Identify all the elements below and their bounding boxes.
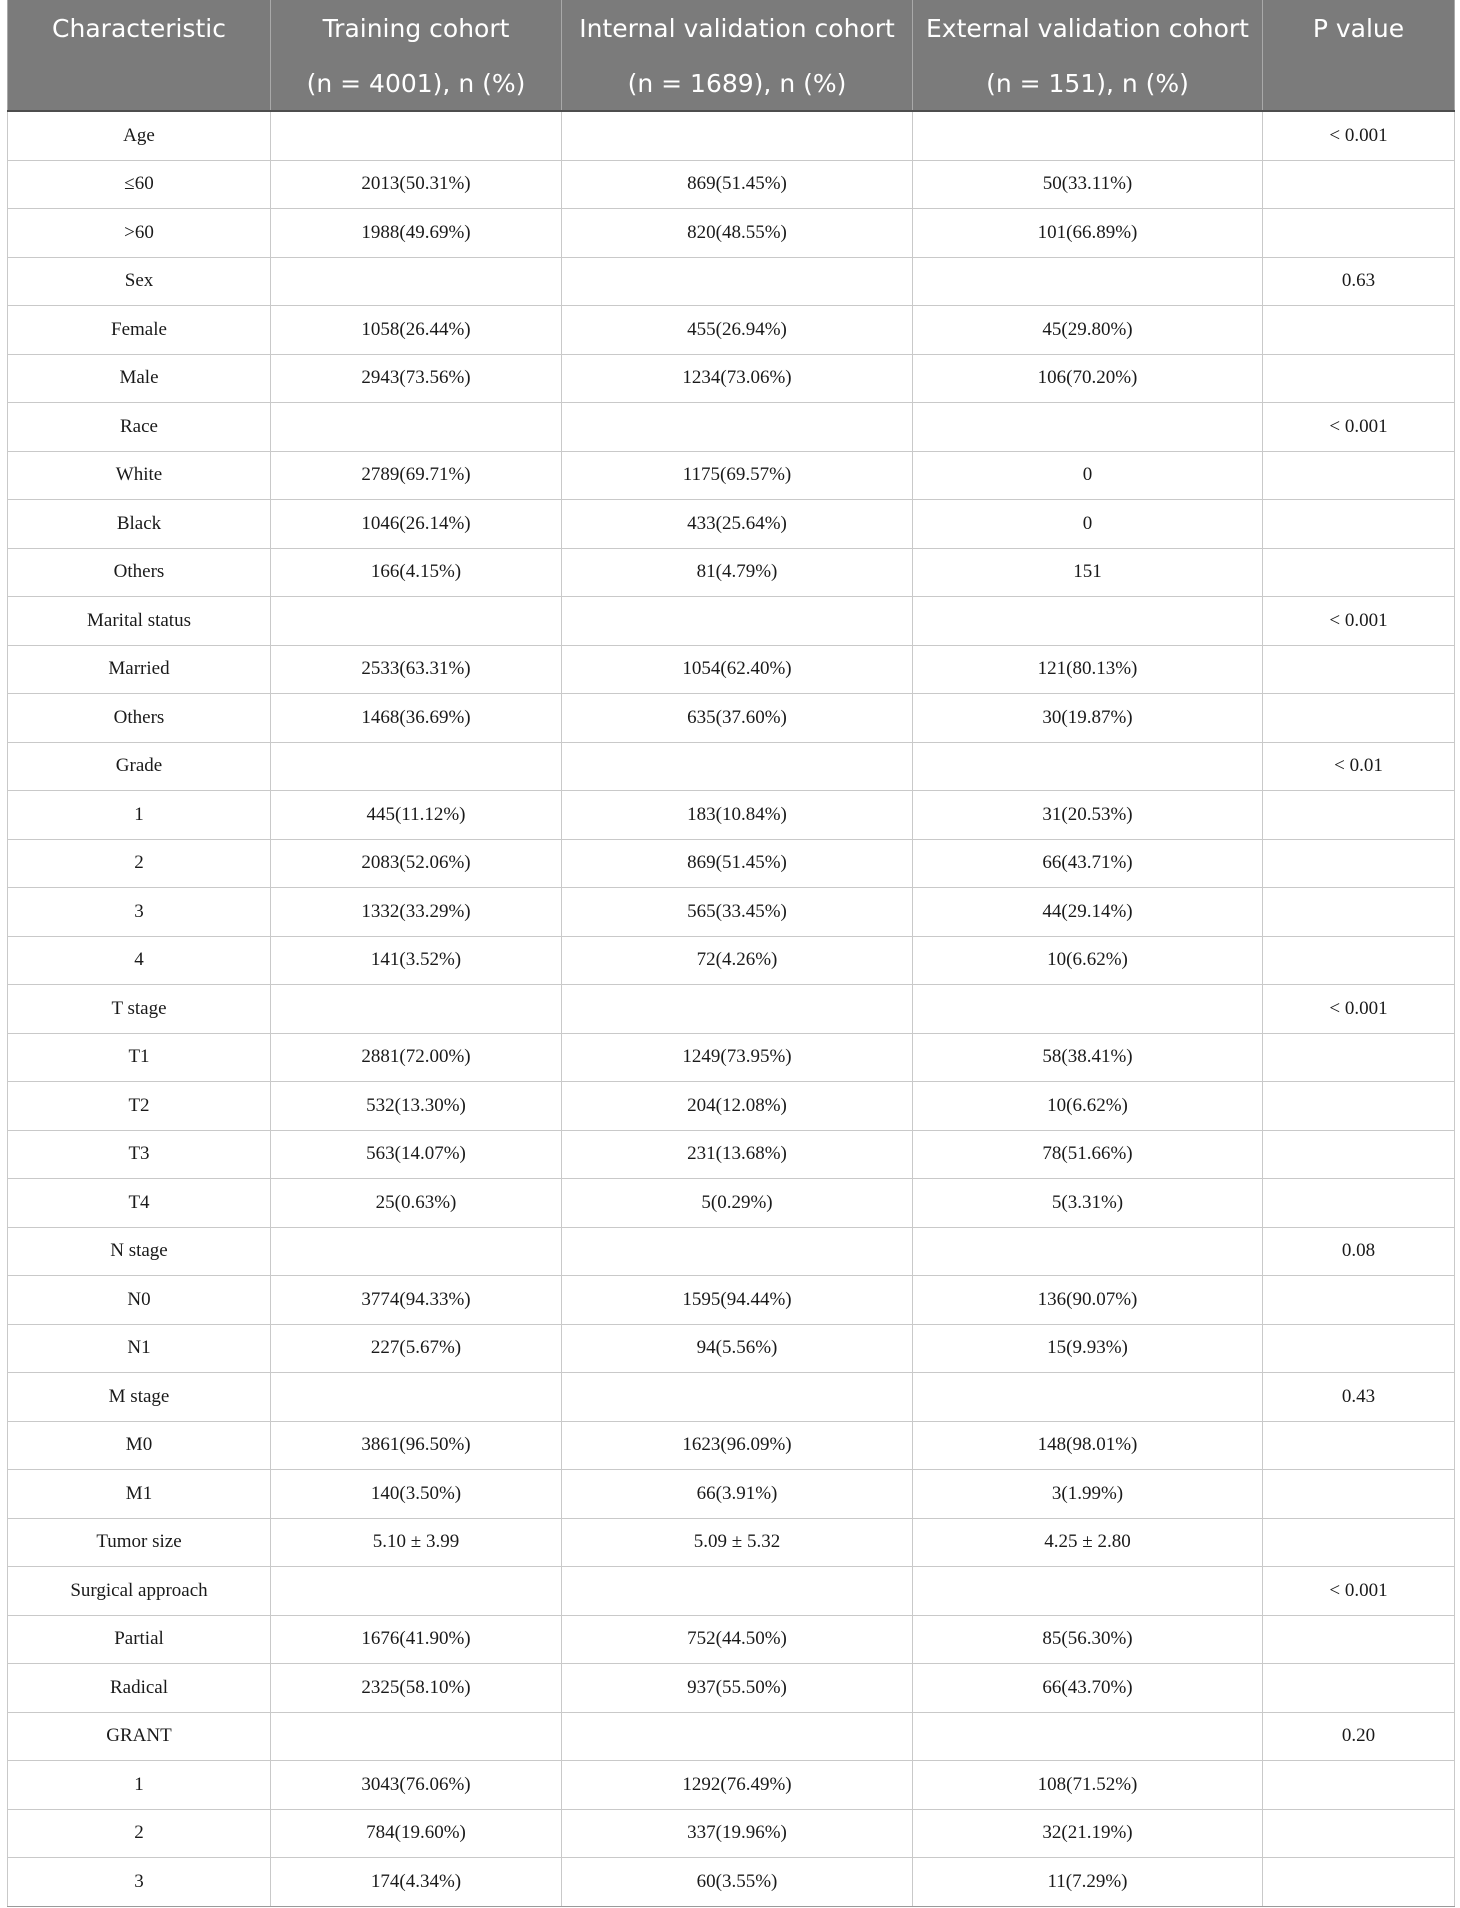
cell-training: 166(4.15%) — [271, 548, 562, 597]
table-row — [8, 1276, 1455, 1325]
cell-external: 66(43.71%) — [913, 839, 1263, 888]
cell-external — [913, 1227, 1263, 1276]
cell-characteristic: 2 — [8, 839, 271, 888]
header-characteristic: Characteristic — [8, 0, 271, 56]
cell-internal: 869(51.45%) — [562, 839, 913, 888]
cell-training — [271, 1373, 562, 1422]
cell-characteristic: Tumor size — [8, 1518, 271, 1567]
cell-training: 784(19.60%) — [271, 1809, 562, 1858]
cell-internal: 869(51.45%) — [562, 160, 913, 209]
cell-internal: 72(4.26%) — [562, 936, 913, 985]
cell-internal: 635(37.60%) — [562, 694, 913, 743]
cell-training — [271, 257, 562, 306]
cell-training: 2943(73.56%) — [271, 354, 562, 403]
header-sub-p-value — [1263, 56, 1455, 111]
header-p-value: P value — [1263, 0, 1455, 56]
cell-internal: 94(5.56%) — [562, 1324, 913, 1373]
cell-p-value — [1263, 1518, 1455, 1567]
cell-p-value — [1263, 694, 1455, 743]
table-row — [8, 548, 1455, 597]
cell-external: 58(38.41%) — [913, 1033, 1263, 1082]
cell-characteristic: Female — [8, 306, 271, 355]
cell-training: 3774(94.33%) — [271, 1276, 562, 1325]
table-row — [8, 306, 1455, 355]
cell-characteristic: Marital status — [8, 597, 271, 646]
table-row — [8, 354, 1455, 403]
cell-characteristic: Race — [8, 403, 271, 452]
cell-p-value — [1263, 645, 1455, 694]
cell-internal: 5(0.29%) — [562, 1179, 913, 1228]
cell-training: 1468(36.69%) — [271, 694, 562, 743]
table-row — [8, 1567, 1455, 1616]
cell-characteristic: N1 — [8, 1324, 271, 1373]
cell-characteristic: 4 — [8, 936, 271, 985]
cell-training: 3043(76.06%) — [271, 1761, 562, 1810]
cell-p-value — [1263, 1470, 1455, 1519]
cell-internal: 455(26.94%) — [562, 306, 913, 355]
table-row — [8, 403, 1455, 452]
table-row — [8, 1470, 1455, 1519]
cell-external: 108(71.52%) — [913, 1761, 1263, 1810]
table-row — [8, 1130, 1455, 1179]
cell-p-value — [1263, 1179, 1455, 1228]
cell-internal — [562, 742, 913, 791]
cell-internal: 1249(73.95%) — [562, 1033, 913, 1082]
cell-p-value: 0.43 — [1263, 1373, 1455, 1422]
table-row — [8, 1809, 1455, 1858]
cell-internal: 66(3.91%) — [562, 1470, 913, 1519]
cell-external — [913, 1567, 1263, 1616]
cell-p-value — [1263, 936, 1455, 985]
cell-characteristic: 1 — [8, 791, 271, 840]
cell-characteristic: Sex — [8, 257, 271, 306]
cell-internal — [562, 403, 913, 452]
table-row — [8, 209, 1455, 258]
table-body — [8, 111, 1455, 1906]
cell-internal: 937(55.50%) — [562, 1664, 913, 1713]
cell-characteristic: Radical — [8, 1664, 271, 1713]
cell-internal — [562, 1567, 913, 1616]
cell-training: 2013(50.31%) — [271, 160, 562, 209]
header-external-validation: External validation cohort — [913, 0, 1263, 56]
cell-p-value — [1263, 1664, 1455, 1713]
table-row — [8, 1518, 1455, 1567]
cell-training: 2533(63.31%) — [271, 645, 562, 694]
table-row — [8, 791, 1455, 840]
cell-internal — [562, 1373, 913, 1422]
cell-internal — [562, 597, 913, 646]
cell-p-value: < 0.001 — [1263, 111, 1455, 160]
cell-p-value — [1263, 451, 1455, 500]
cell-training: 227(5.67%) — [271, 1324, 562, 1373]
cell-external: 121(80.13%) — [913, 645, 1263, 694]
cell-external — [913, 1712, 1263, 1761]
cell-p-value: 0.20 — [1263, 1712, 1455, 1761]
cell-characteristic: Age — [8, 111, 271, 160]
cell-training: 2325(58.10%) — [271, 1664, 562, 1713]
cell-training — [271, 597, 562, 646]
table-row — [8, 451, 1455, 500]
cell-p-value: < 0.001 — [1263, 403, 1455, 452]
cell-characteristic: M1 — [8, 1470, 271, 1519]
header-internal-validation: Internal validation cohort — [562, 0, 913, 56]
table-row — [8, 1082, 1455, 1131]
cell-training: 1988(49.69%) — [271, 209, 562, 258]
cell-characteristic: N stage — [8, 1227, 271, 1276]
cell-p-value — [1263, 354, 1455, 403]
cell-characteristic: ≤60 — [8, 160, 271, 209]
cell-internal: 204(12.08%) — [562, 1082, 913, 1131]
cell-training — [271, 742, 562, 791]
cell-characteristic: GRANT — [8, 1712, 271, 1761]
table-row — [8, 1324, 1455, 1373]
cell-external: 148(98.01%) — [913, 1421, 1263, 1470]
cell-external: 3(1.99%) — [913, 1470, 1263, 1519]
table-row — [8, 1712, 1455, 1761]
table-row — [8, 1179, 1455, 1228]
cell-internal: 433(25.64%) — [562, 500, 913, 549]
cell-p-value — [1263, 500, 1455, 549]
cell-training — [271, 1712, 562, 1761]
table-row — [8, 839, 1455, 888]
cell-internal: 5.09 ± 5.32 — [562, 1518, 913, 1567]
cell-external — [913, 985, 1263, 1034]
cell-internal: 1595(94.44%) — [562, 1276, 913, 1325]
header-sub-internal: (n = 1689), n (%) — [562, 56, 913, 111]
cell-p-value: 0.63 — [1263, 257, 1455, 306]
cell-external: 4.25 ± 2.80 — [913, 1518, 1263, 1567]
cell-training: 2789(69.71%) — [271, 451, 562, 500]
cell-external — [913, 111, 1263, 160]
header-sub-training: (n = 4001), n (%) — [271, 56, 562, 111]
cell-external: 45(29.80%) — [913, 306, 1263, 355]
cell-p-value — [1263, 1615, 1455, 1664]
cell-characteristic: Grade — [8, 742, 271, 791]
table-row — [8, 936, 1455, 985]
table-row — [8, 985, 1455, 1034]
cell-characteristic: M stage — [8, 1373, 271, 1422]
cell-internal: 1292(76.49%) — [562, 1761, 913, 1810]
cell-training: 1332(33.29%) — [271, 888, 562, 937]
cell-p-value: < 0.001 — [1263, 597, 1455, 646]
cell-p-value — [1263, 839, 1455, 888]
cell-characteristic: T1 — [8, 1033, 271, 1082]
cell-external: 0 — [913, 451, 1263, 500]
table-row — [8, 694, 1455, 743]
cell-characteristic: 3 — [8, 1858, 271, 1907]
cell-characteristic: Married — [8, 645, 271, 694]
cell-training: 2881(72.00%) — [271, 1033, 562, 1082]
table-row — [8, 1373, 1455, 1422]
table-row — [8, 257, 1455, 306]
cell-p-value — [1263, 888, 1455, 937]
cell-external: 151 — [913, 548, 1263, 597]
cell-external: 32(21.19%) — [913, 1809, 1263, 1858]
cell-internal — [562, 1227, 913, 1276]
cell-external: 50(33.11%) — [913, 160, 1263, 209]
cell-internal: 183(10.84%) — [562, 791, 913, 840]
cell-external: 101(66.89%) — [913, 209, 1263, 258]
cell-internal: 81(4.79%) — [562, 548, 913, 597]
cell-p-value: 0.08 — [1263, 1227, 1455, 1276]
characteristics-table — [7, 0, 1455, 1907]
cell-training — [271, 985, 562, 1034]
cell-p-value — [1263, 1033, 1455, 1082]
cell-characteristic: Surgical approach — [8, 1567, 271, 1616]
cell-external — [913, 403, 1263, 452]
cell-external: 78(51.66%) — [913, 1130, 1263, 1179]
cell-characteristic: Male — [8, 354, 271, 403]
cell-external: 106(70.20%) — [913, 354, 1263, 403]
cell-p-value — [1263, 1130, 1455, 1179]
cell-training: 532(13.30%) — [271, 1082, 562, 1131]
cell-internal — [562, 111, 913, 160]
cell-training: 1046(26.14%) — [271, 500, 562, 549]
table-row — [8, 1615, 1455, 1664]
cell-p-value: < 0.001 — [1263, 985, 1455, 1034]
cell-training — [271, 111, 562, 160]
table-row — [8, 742, 1455, 791]
cell-external: 15(9.93%) — [913, 1324, 1263, 1373]
table-row — [8, 1033, 1455, 1082]
cell-external: 10(6.62%) — [913, 1082, 1263, 1131]
cell-internal — [562, 257, 913, 306]
cell-p-value — [1263, 1761, 1455, 1810]
cell-training — [271, 1567, 562, 1616]
cell-characteristic: 3 — [8, 888, 271, 937]
cell-training: 445(11.12%) — [271, 791, 562, 840]
cell-p-value — [1263, 1421, 1455, 1470]
cell-p-value — [1263, 791, 1455, 840]
cell-external: 30(19.87%) — [913, 694, 1263, 743]
cell-training: 1676(41.90%) — [271, 1615, 562, 1664]
cell-internal: 820(48.55%) — [562, 209, 913, 258]
cell-training: 3861(96.50%) — [271, 1421, 562, 1470]
cell-internal: 1175(69.57%) — [562, 451, 913, 500]
cell-p-value — [1263, 548, 1455, 597]
cell-external: 31(20.53%) — [913, 791, 1263, 840]
cell-internal: 60(3.55%) — [562, 1858, 913, 1907]
table-container — [7, 0, 1454, 1907]
cell-training: 1058(26.44%) — [271, 306, 562, 355]
table-row — [8, 1421, 1455, 1470]
table-row — [8, 1858, 1455, 1907]
cell-internal: 1623(96.09%) — [562, 1421, 913, 1470]
cell-characteristic: T4 — [8, 1179, 271, 1228]
cell-external — [913, 742, 1263, 791]
table-row — [8, 160, 1455, 209]
cell-p-value — [1263, 160, 1455, 209]
cell-external: 85(56.30%) — [913, 1615, 1263, 1664]
cell-p-value — [1263, 1858, 1455, 1907]
header-row-2 — [8, 56, 1455, 111]
header-sub-external: (n = 151), n (%) — [913, 56, 1263, 111]
cell-internal: 337(19.96%) — [562, 1809, 913, 1858]
cell-training — [271, 403, 562, 452]
cell-characteristic: T stage — [8, 985, 271, 1034]
table-row — [8, 645, 1455, 694]
cell-external — [913, 257, 1263, 306]
cell-training: 5.10 ± 3.99 — [271, 1518, 562, 1567]
cell-characteristic: >60 — [8, 209, 271, 258]
cell-training: 25(0.63%) — [271, 1179, 562, 1228]
cell-p-value — [1263, 1276, 1455, 1325]
cell-internal: 1234(73.06%) — [562, 354, 913, 403]
cell-training: 2083(52.06%) — [271, 839, 562, 888]
cell-characteristic: 1 — [8, 1761, 271, 1810]
cell-characteristic: White — [8, 451, 271, 500]
header-row-1 — [8, 0, 1455, 56]
cell-training: 563(14.07%) — [271, 1130, 562, 1179]
header-training-cohort: Training cohort — [271, 0, 562, 56]
table-row — [8, 1664, 1455, 1713]
cell-internal: 231(13.68%) — [562, 1130, 913, 1179]
cell-characteristic: Black — [8, 500, 271, 549]
cell-internal: 565(33.45%) — [562, 888, 913, 937]
cell-characteristic: M0 — [8, 1421, 271, 1470]
header-sub-characteristic — [8, 56, 271, 111]
table-row — [8, 888, 1455, 937]
cell-characteristic: 2 — [8, 1809, 271, 1858]
cell-p-value — [1263, 1324, 1455, 1373]
cell-characteristic: Others — [8, 694, 271, 743]
cell-training — [271, 1227, 562, 1276]
cell-training: 174(4.34%) — [271, 1858, 562, 1907]
cell-internal — [562, 985, 913, 1034]
cell-characteristic: N0 — [8, 1276, 271, 1325]
cell-external: 66(43.70%) — [913, 1664, 1263, 1713]
cell-external: 5(3.31%) — [913, 1179, 1263, 1228]
cell-characteristic: Others — [8, 548, 271, 597]
table-row — [8, 1761, 1455, 1810]
table-row — [8, 597, 1455, 646]
cell-training: 140(3.50%) — [271, 1470, 562, 1519]
cell-internal: 1054(62.40%) — [562, 645, 913, 694]
table-row — [8, 111, 1455, 160]
cell-p-value — [1263, 1809, 1455, 1858]
cell-p-value: < 0.01 — [1263, 742, 1455, 791]
cell-internal — [562, 1712, 913, 1761]
cell-external: 10(6.62%) — [913, 936, 1263, 985]
cell-p-value: < 0.001 — [1263, 1567, 1455, 1616]
cell-external: 11(7.29%) — [913, 1858, 1263, 1907]
cell-p-value — [1263, 306, 1455, 355]
cell-internal: 752(44.50%) — [562, 1615, 913, 1664]
cell-p-value — [1263, 209, 1455, 258]
cell-p-value — [1263, 1082, 1455, 1131]
table-row — [8, 500, 1455, 549]
cell-characteristic: T2 — [8, 1082, 271, 1131]
cell-characteristic: T3 — [8, 1130, 271, 1179]
table-header — [8, 0, 1455, 111]
cell-external — [913, 597, 1263, 646]
cell-external: 44(29.14%) — [913, 888, 1263, 937]
cell-external: 136(90.07%) — [913, 1276, 1263, 1325]
cell-training: 141(3.52%) — [271, 936, 562, 985]
cell-external — [913, 1373, 1263, 1422]
cell-characteristic: Partial — [8, 1615, 271, 1664]
cell-external: 0 — [913, 500, 1263, 549]
table-row — [8, 1227, 1455, 1276]
